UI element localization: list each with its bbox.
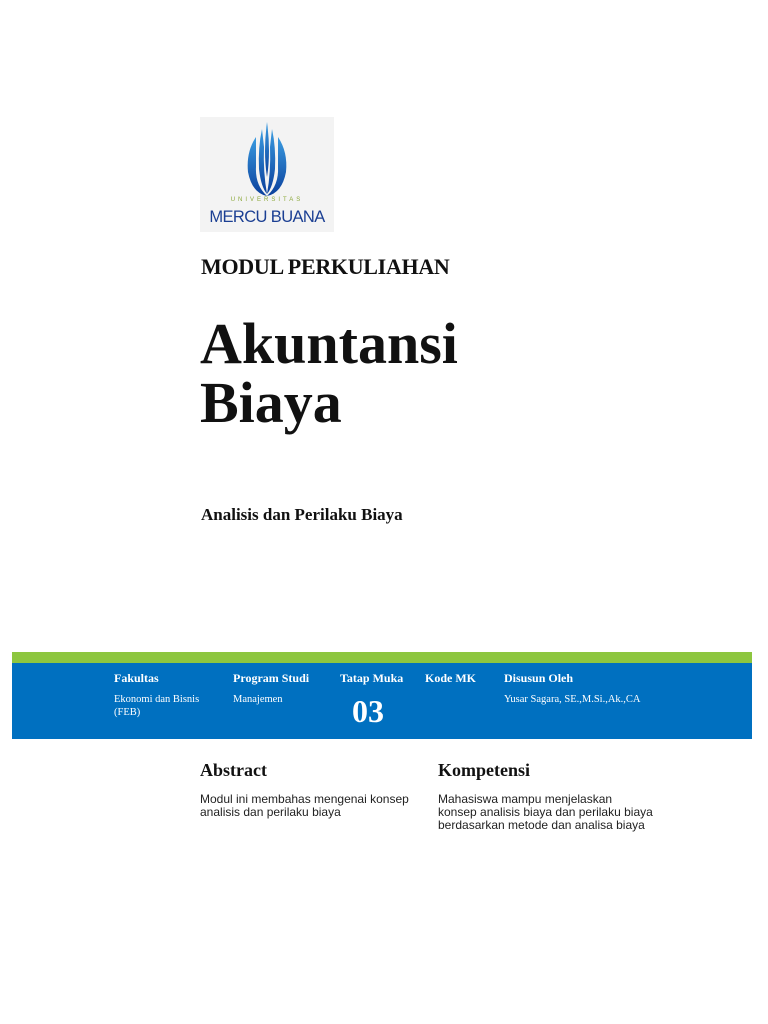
abstract-title: Abstract <box>200 760 267 780</box>
kompetensi-line-1: Mahasiswa mampu menjelaskan <box>438 792 613 806</box>
green-divider-bar <box>12 652 752 663</box>
fakultas-column <box>114 671 199 719</box>
abstract-line-2: analisis dan perilaku biaya <box>200 805 341 819</box>
kode-label: Kode MK <box>425 671 476 685</box>
program-column <box>233 671 309 706</box>
kompetensi-line-2: konsep analisis biaya dan perilaku biaya <box>438 805 653 819</box>
program-label: Program Studi <box>233 671 310 685</box>
disusun-column <box>504 671 641 706</box>
subtitle: Analisis dan Perilaku Biaya <box>201 505 403 524</box>
info-band <box>12 663 752 739</box>
mercu-buana-emblem-icon <box>200 117 334 197</box>
university-logo <box>200 117 334 232</box>
tatap-label: Tatap Muka <box>340 671 404 685</box>
kompetensi-body <box>438 793 670 832</box>
abstract-line-1: Modul ini membahas mengenai konsep <box>200 792 409 806</box>
abstract-body <box>200 793 432 819</box>
main-title <box>200 311 458 435</box>
fakultas-value <box>114 693 199 719</box>
fakultas-label: Fakultas <box>114 671 159 685</box>
logo-name-text: MERCU BUANA <box>209 208 325 226</box>
tatap-value: 03 <box>352 693 384 729</box>
kompetensi-title: Kompetensi <box>438 760 530 780</box>
title-line-1: Akuntansi <box>200 311 458 376</box>
tatap-column <box>340 671 403 686</box>
program-value: Manajemen <box>233 694 283 705</box>
disusun-label: Disusun Oleh <box>504 671 574 685</box>
kode-column <box>425 671 476 686</box>
fakultas-value-line-1: Ekonomi dan Bisnis <box>114 694 200 705</box>
disusun-value: Yusar Sagara, SE.,M.Si.,Ak.,CA <box>504 694 641 705</box>
kompetensi-line-3: berdasarkan metode dan analisa biaya <box>438 818 645 832</box>
logo-university-text: UNIVERSITAS <box>230 197 304 203</box>
fakultas-value-line-2: (FEB) <box>114 707 141 718</box>
module-label: MODUL PERKULIAHAN <box>201 254 450 279</box>
title-line-2: Biaya <box>200 370 342 435</box>
